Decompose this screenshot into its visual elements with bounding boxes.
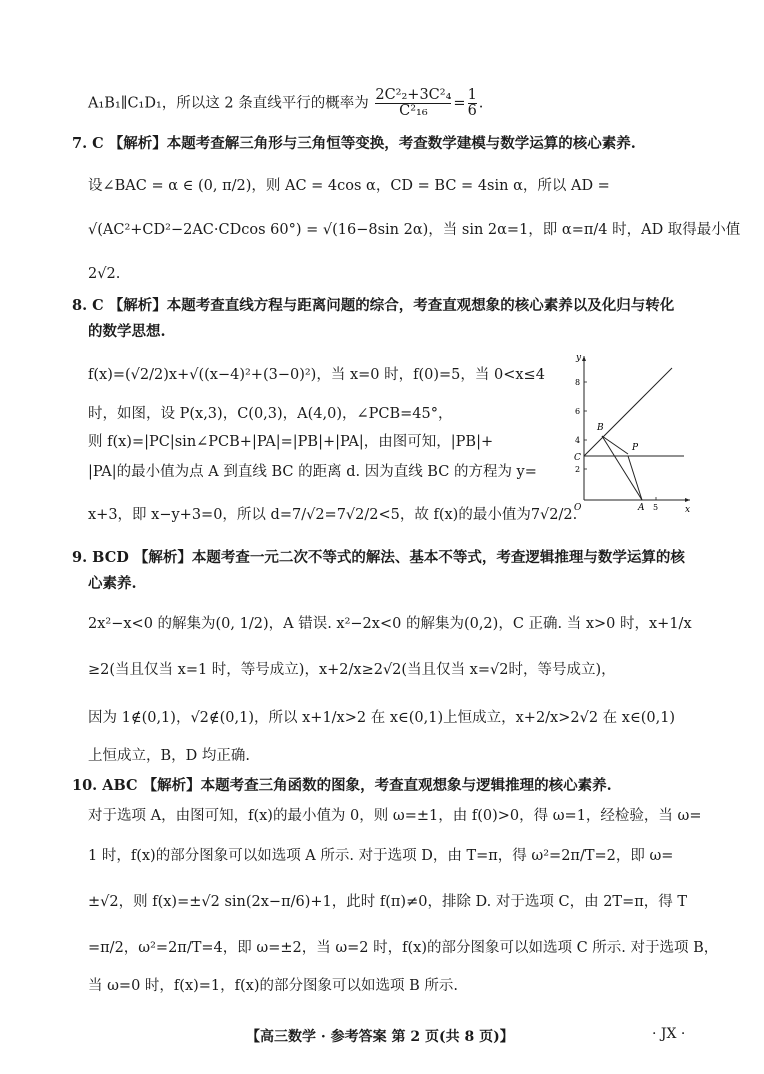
q7-line-1: 设∠BAC = α ∈ (0, π/2)，则 AC = 4cos α，CD = BC = 4sin α，所以 AD =: [88, 178, 610, 194]
point-C-label: C: [574, 453, 581, 463]
q7-heading: 7. C 【解析】本题考查解三角形与三角恒等变换，考查数学建模与数学运算的核心素养.: [72, 135, 636, 152]
point-P-label: P: [632, 443, 639, 453]
q9-line-1: 2x²−x<0 的解集为(0, 1/2)，A 错误. x²−2x<0 的解集为(0,2)，C 正确. 当 x>0 时，x+1/x: [88, 616, 692, 632]
q8-line-4: |PA|的最小值为点 A 到直线 BC 的距离 d. 因为直线 BC 的方程为 y=: [88, 464, 537, 480]
q9-line-3: 因为 1∉(0,1)，√2∉(0,1)，所以 x+1/x>2 在 x∈(0,1)上恒成立，x+2/x>2√2 在 x∈(0,1): [88, 710, 676, 726]
q9-heading-2: 心素养.: [88, 575, 137, 592]
q9-heading-1: 9. BCD 【解析】本题考查一元二次不等式的解法、基本不等式，考查逻辑推理与数学运算的核: [72, 549, 685, 566]
q10-heading: 10. ABC 【解析】本题考查三角函数的图象，考查直观想象与逻辑推理的核心素养.: [72, 777, 612, 794]
q10-line-3: ±√2，则 f(x)=±√2 sin(2x−π/6)+1，此时 f(π)≠0，排除 D. 对于选项 C，由 2T=π，得 T: [88, 894, 688, 910]
origin-label: O: [574, 503, 582, 513]
q6-text: A₁B₁∥C₁D₁，所以这 2 条直线平行的概率为: [88, 95, 369, 112]
q6-result-fraction: $\frac{1}{6}$: [467, 87, 477, 119]
point-A-label: A: [638, 503, 645, 513]
footer-page-info: 【高三数学 · 参考答案 第 2 页(共 8 页)】: [246, 1029, 514, 1045]
y-tick-4: 4: [575, 436, 581, 445]
y-axis-label: y: [576, 353, 582, 363]
x-axis-label: x: [685, 505, 691, 515]
line-BC: [584, 368, 672, 456]
q8-line-2: 时，如图，设 P(x,3)，C(0,3)，A(4,0)，∠PCB=45°，: [88, 406, 453, 422]
q10-line-4: =π/2，ω²=2π/T=4，即 ω=±2，当 ω=2 时，f(x)的部分图象可以如选项 C 所示. 对于选项 B，: [88, 940, 719, 956]
q10-line-5: 当 ω=0 时，f(x)=1，f(x)的部分图象可以如选项 B 所示.: [88, 978, 458, 994]
y-tick-6: 6: [575, 407, 581, 416]
q10-line-2: 1 时，f(x)的部分图象可以如选项 A 所示. 对于选项 D，由 T=π，得 ω²=2π/T=2，即 ω=: [88, 848, 674, 864]
q10-line-1: 对于选项 A，由图可知，f(x)的最小值为 0，则 ω=±1，由 f(0)>0，得 ω=1，经检验，当 ω=: [88, 808, 702, 824]
q8-line-1: f(x)=(√2/2)x+√((x−4)²+(3−0)²)，当 x=0 时，f(0)=5，当 0<x≤4: [88, 367, 545, 383]
point-B-label: B: [597, 423, 604, 433]
q8-heading-2: 的数学思想.: [88, 323, 166, 340]
y-tick-2: 2: [575, 465, 581, 474]
q8-coordinate-figure: [566, 350, 696, 520]
q6-probability-fraction: $\frac{\text{2C²₂+3C²₄}}{\text{C²₁₆}}$: [375, 87, 452, 119]
segment-PB: [602, 436, 628, 454]
q8-line-5: x+3，即 x−y+3=0，所以 d=7/√2=7√2/2<5，故 f(x)的最小值为7√2/2.: [88, 507, 578, 523]
segment-PA: [628, 456, 642, 500]
q9-line-2: ≥2(当且仅当 x=1 时，等号成立)，x+2/x≥2√2(当且仅当 x=√2时，等号成立)，: [88, 662, 616, 678]
q8-heading-1: 8. C 【解析】本题考查直线方程与距离问题的综合，考查直观想象的核心素养以及化归与转化: [72, 297, 675, 314]
footer-code: · JX ·: [652, 1026, 686, 1042]
x-tick-5: 5: [653, 503, 659, 512]
q9-line-4: 上恒成立，B，D 均正确.: [88, 748, 250, 764]
q7-line-2: √(AC²+CD²−2AC·CDcos 60°) = √(16−8sin 2α)，当 sin 2α=1，即 α=π/4 时，AD 取得最小值: [88, 222, 741, 238]
y-tick-8: 8: [575, 378, 581, 387]
q7-line-3: 2√2.: [88, 266, 121, 282]
q6-conclusion: A₁B₁∥C₁D₁，所以这 2 条直线平行的概率为 $\frac{\text{2C²₂+3C²₄}}{\text{C²₁₆}}$ = $\frac{1}{6}$ .: [88, 87, 484, 119]
q8-line-3: 则 f(x)=|PC|sin∠PCB+|PA|=|PB|+|PA|，由图可知，|PB|+: [88, 434, 494, 450]
